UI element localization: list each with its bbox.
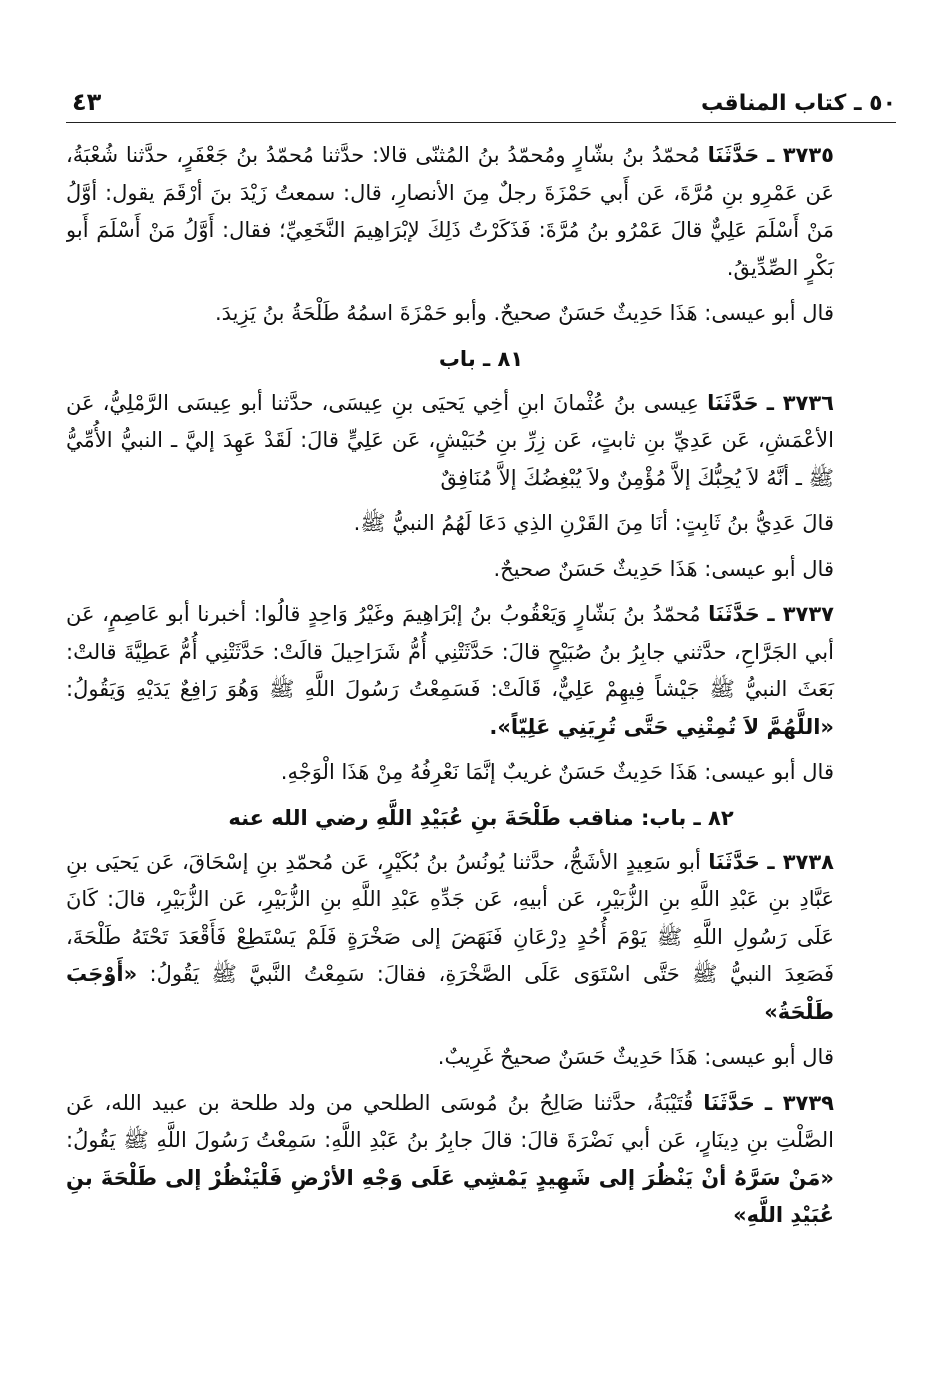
chapter-heading-81: ٨١ ـ باب xyxy=(438,346,524,371)
commentary-3736: قال أبو عيسى: هَذَا حَدِيثٌ حَسَنٌ صحيحٌ. xyxy=(493,556,834,581)
book-page xyxy=(66,70,896,1360)
prophetic-quote: «اللَّهُمَّ لاَ تُمِتْنِي حَتَّى تُرِيَنِي عَلِيّاً». xyxy=(489,714,834,739)
chapter-title: ٥٠ ـ كتاب المناقب xyxy=(701,91,896,116)
hadith-3739 xyxy=(66,1085,896,1235)
hadith-number: ٣٧٣٧ ـ xyxy=(767,602,834,626)
prophetic-quote: «أَوْجَبَ طَلْحَةُ» xyxy=(66,962,834,1024)
hadith-number: ٣٧٣٨ ـ xyxy=(767,849,834,874)
hadith-text: مُحمّدُ بنُ بشّارٍ ومُحمّدُ بنُ المُثنّى قالا: حدَّثنا مُحمّدُ بنُ جَعْفَرٍ، حدَّثنا شُعْبَةُ، عَن عَمْرِو بنِ مُرَّةَ، عَن أَبي حَمْزَةَ رجلٌ مِنَ الأنصارِ، قال: سمعتُ زَيْدَ بنَ أرْقَمَ يقول: أوَّلُ مَنْ أَسْلَمَ عَلِيٌّ قالَ عَمْرُو بنُ مُرَّةَ: فَذَكَرْتُ ذَلِكَ لإبْرَاهِيمَ النَّخَعِيِّ؛ فقال: أَوَّلُ مَنْ أَسْلَمَ أَبو بَكْرٍ الصِّدِّيقُ. xyxy=(66,143,834,280)
hadith-3735 xyxy=(66,137,896,287)
hadith-number: ٣٧٣٦ ـ xyxy=(766,390,834,415)
hadith-3738 xyxy=(66,844,896,1032)
haddathana-lead: حَدَّثَنَا xyxy=(708,849,760,874)
commentary-3738: قال أبو عيسى: هَذَا حَدِيثٌ حَسَنٌ صحيحٌ غَرِيبٌ. xyxy=(437,1045,834,1069)
haddathana-lead: حَدَّثَنَا xyxy=(708,602,760,626)
commentary-3737: قال أبو عيسى: هَذَا حَدِيثٌ حَسَنٌ غريبٌ إنَّمَا نَعْرِفُهُ مِنْ هَذَا الْوَجْهِ. xyxy=(280,760,834,784)
hadith-text: أبو سَعِيدٍ الأشَجُّ، حدَّثنا يُونُسُ بنُ بُكَيْرٍ، عَن مُحمّدِ بنِ إسْحَاقَ، عَن يَحيَى بنِ عَبَّادِ بنِ عَبْدِ اللَّهِ بنِ الزُّبَيْرِ، عَن أبيهِ، عَن جَدِّهِ عَبْدِ اللَّهِ بنِ الزُّبَيْرِ، عَن الزُّبَيْرِ، قالَ: كَانَ عَلَى رَسُولِ اللَّهِ ﷺ يَوْمَ أُحُدٍ دِرْعَانِ فَنَهَضَ إلى صَخْرَةٍ فَلَمْ يَسْتَطِعْ فَأَقْعَدَ تَحْتَهُ طَلْحَةَ، فَصَعِدَ النبيُّ ﷺ حَتَّى اسْتَوَى عَلَى الصَّخْرَةِ، فقالَ: سَمِعْتُ النَّبيَّ ﷺ يَقُولُ: xyxy=(66,849,834,986)
hadith-text: قُتَيْبَةُ، حدَّثنا صَالِحُ بنُ مُوسَى الطلحي من ولد طلحة بن عبيد الله، عَن الصَّلْتِ بنِ دِينَارٍ، عَن أبي نَضْرَةَ قالَ: قالَ جابِرُ بنُ عَبْدِ اللَّهِ: سَمِعْتُ رَسُولَ اللَّهِ ﷺ يَقُولُ: xyxy=(66,1090,834,1152)
haddathana-lead: حَدَّثَنَا xyxy=(707,143,760,167)
commentary-3735: قال أبو عيسى: هَذَا حَدِيثٌ حَسَنٌ صحيحٌ. وأبو حَمْزَةَ اسمُهُ طَلْحَةُ بنُ يَزِيدَ. xyxy=(214,301,834,325)
note-3736: قالَ عَدِيُّ بنُ ثَابِتٍ: أنَا مِنَ القَرْنِ الذِي دَعَا لَهُمُ النبيُّ ﷺ. xyxy=(353,511,834,535)
prophetic-quote: «مَنْ سَرَّهُ أنْ يَنْظُرَ إلى شَهِيدٍ يَمْشِي عَلَى وَجْهِ الأرْضِ فَلْيَنْظُرْ إلى طَلْحَةَ بنِ عُبَيْدِ اللَّهِ» xyxy=(66,1165,834,1227)
page-number: ٤٣ xyxy=(72,88,102,116)
haddathana-lead: حَدَّثَنَا xyxy=(707,390,759,415)
hadith-text: مُحمّدُ بنُ بَشّارٍ وَيَعْقُوبُ بنُ إبْرَاهِيمَ وغَيْرُ وَاحِدٍ قالُوا: أخبرنا أبو عَاصِمٍ، عَن أبي الجَرَّاحِ، حدَّثني جابِرُ بنُ صُبَيْحٍ قالَ: حَدَّثَتْنِي أُمُّ شَرَاحِيلَ قالَتْ: حَدَّثَتْنِي أُمُّ عَطِيَّةَ قالتْ: بَعَثَ النبيُّ ﷺ جَيْشاً فِيهِمْ عَلِيٌّ، قَالَتْ: فَسَمِعْتُ رَسُولَ اللَّهِ ﷺ وَهُوَ رَافِعٌ يَدَيْهِ وَيَقُولُ: xyxy=(66,602,834,701)
hadith-number: ٣٧٣٥ ـ xyxy=(767,143,835,167)
hadith-3736 xyxy=(66,385,896,498)
page-header xyxy=(66,70,896,123)
hadith-number: ٣٧٣٩ ـ xyxy=(764,1090,834,1115)
hadith-3737 xyxy=(66,596,896,746)
chapter-heading-82: ٨٢ ـ باب: مناقب طَلْحَةَ بنِ عُبَيْدِ اللَّهِ رضي الله عنه xyxy=(228,805,734,830)
hadith-text: عِيسى بنُ عُثْمانَ ابنِ أخِي يَحيَى بنِ عِيسَى، حدَّثنا أبو عِيسَى الرَّمْلِيُّ، عَن الأعْمَشِ، عَن عَدِيِّ بنِ ثابتٍ، عَن زِرِّ بنِ حُبَيْشٍ، عَن عَلِيٍّ قالَ: لَقَدْ عَهِدَ إليَّ ـ النبيُّ الأُمِّيُّ ﷺ ـ أنَّهُ لاَ يُحِبُّكَ إلاَّ مُؤْمِنٌ ولاَ يُبْغِضُكَ إلاَّ مُنَافِقٌ xyxy=(66,390,834,490)
haddathana-lead: حَدَّثَنَا xyxy=(703,1090,755,1115)
